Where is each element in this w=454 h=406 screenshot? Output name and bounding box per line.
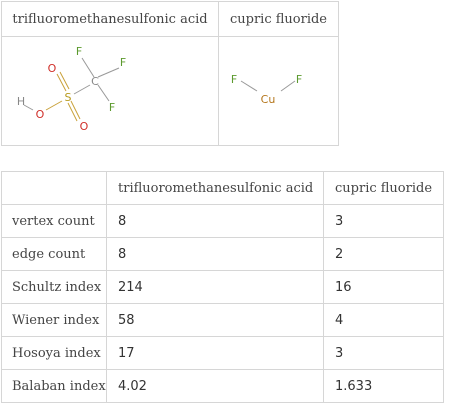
structure-image-row bbox=[2, 37, 339, 146]
acid-structure-cell bbox=[2, 37, 219, 146]
structure-header-row bbox=[2, 2, 339, 37]
row-value-acid: 4.02 bbox=[107, 370, 324, 403]
row-value-fluoride: 16 bbox=[324, 271, 444, 304]
structure-header-acid: trifluoromethanesulfonic acid bbox=[2, 2, 219, 37]
atom-c: C bbox=[91, 75, 99, 88]
row-value-acid: 8 bbox=[107, 238, 324, 271]
properties-table bbox=[1, 171, 444, 403]
row-label: Schultz index bbox=[2, 271, 107, 304]
row-value-acid: 214 bbox=[107, 271, 324, 304]
atom-o-top: O bbox=[47, 62, 57, 75]
row-label: vertex count bbox=[2, 205, 107, 238]
properties-header-row bbox=[2, 172, 444, 205]
atom-f-bottom: F bbox=[108, 101, 116, 114]
row-value-acid: 58 bbox=[107, 304, 324, 337]
table-row bbox=[2, 271, 444, 304]
properties-header-fluoride: cupric fluoride bbox=[324, 172, 444, 205]
row-value-fluoride: 3 bbox=[324, 337, 444, 370]
atom-o-bottom: O bbox=[79, 120, 89, 133]
table-row bbox=[2, 337, 444, 370]
fluoride-structure-diagram bbox=[219, 37, 338, 141]
row-value-acid: 17 bbox=[107, 337, 324, 370]
row-value-acid: 8 bbox=[107, 205, 324, 238]
atom-f-right: F bbox=[119, 56, 127, 69]
structure-table bbox=[1, 1, 339, 146]
acid-structure-diagram bbox=[2, 37, 218, 141]
row-label: Hosoya index bbox=[2, 337, 107, 370]
table-row bbox=[2, 304, 444, 337]
table-row bbox=[2, 238, 444, 271]
table-row bbox=[2, 370, 444, 403]
row-label: edge count bbox=[2, 238, 107, 271]
row-label: Balaban index bbox=[2, 370, 107, 403]
atom-o-left: O bbox=[35, 108, 45, 121]
atom-f-top: F bbox=[75, 45, 83, 58]
atom-f-right-cu: F bbox=[295, 73, 303, 86]
atom-cu: Cu bbox=[260, 93, 276, 106]
atom-s: S bbox=[64, 91, 72, 104]
structure-header-fluoride: cupric fluoride bbox=[219, 2, 339, 37]
row-value-fluoride: 3 bbox=[324, 205, 444, 238]
row-value-fluoride: 4 bbox=[324, 304, 444, 337]
atom-h: H bbox=[16, 95, 26, 108]
properties-header-acid: trifluoromethanesulfonic acid bbox=[107, 172, 324, 205]
table-row bbox=[2, 205, 444, 238]
row-label: Wiener index bbox=[2, 304, 107, 337]
atom-f-left: F bbox=[230, 73, 238, 86]
fluoride-structure-cell bbox=[219, 37, 339, 146]
properties-corner-cell bbox=[2, 172, 107, 205]
row-value-fluoride: 2 bbox=[324, 238, 444, 271]
row-value-fluoride: 1.633 bbox=[324, 370, 444, 403]
